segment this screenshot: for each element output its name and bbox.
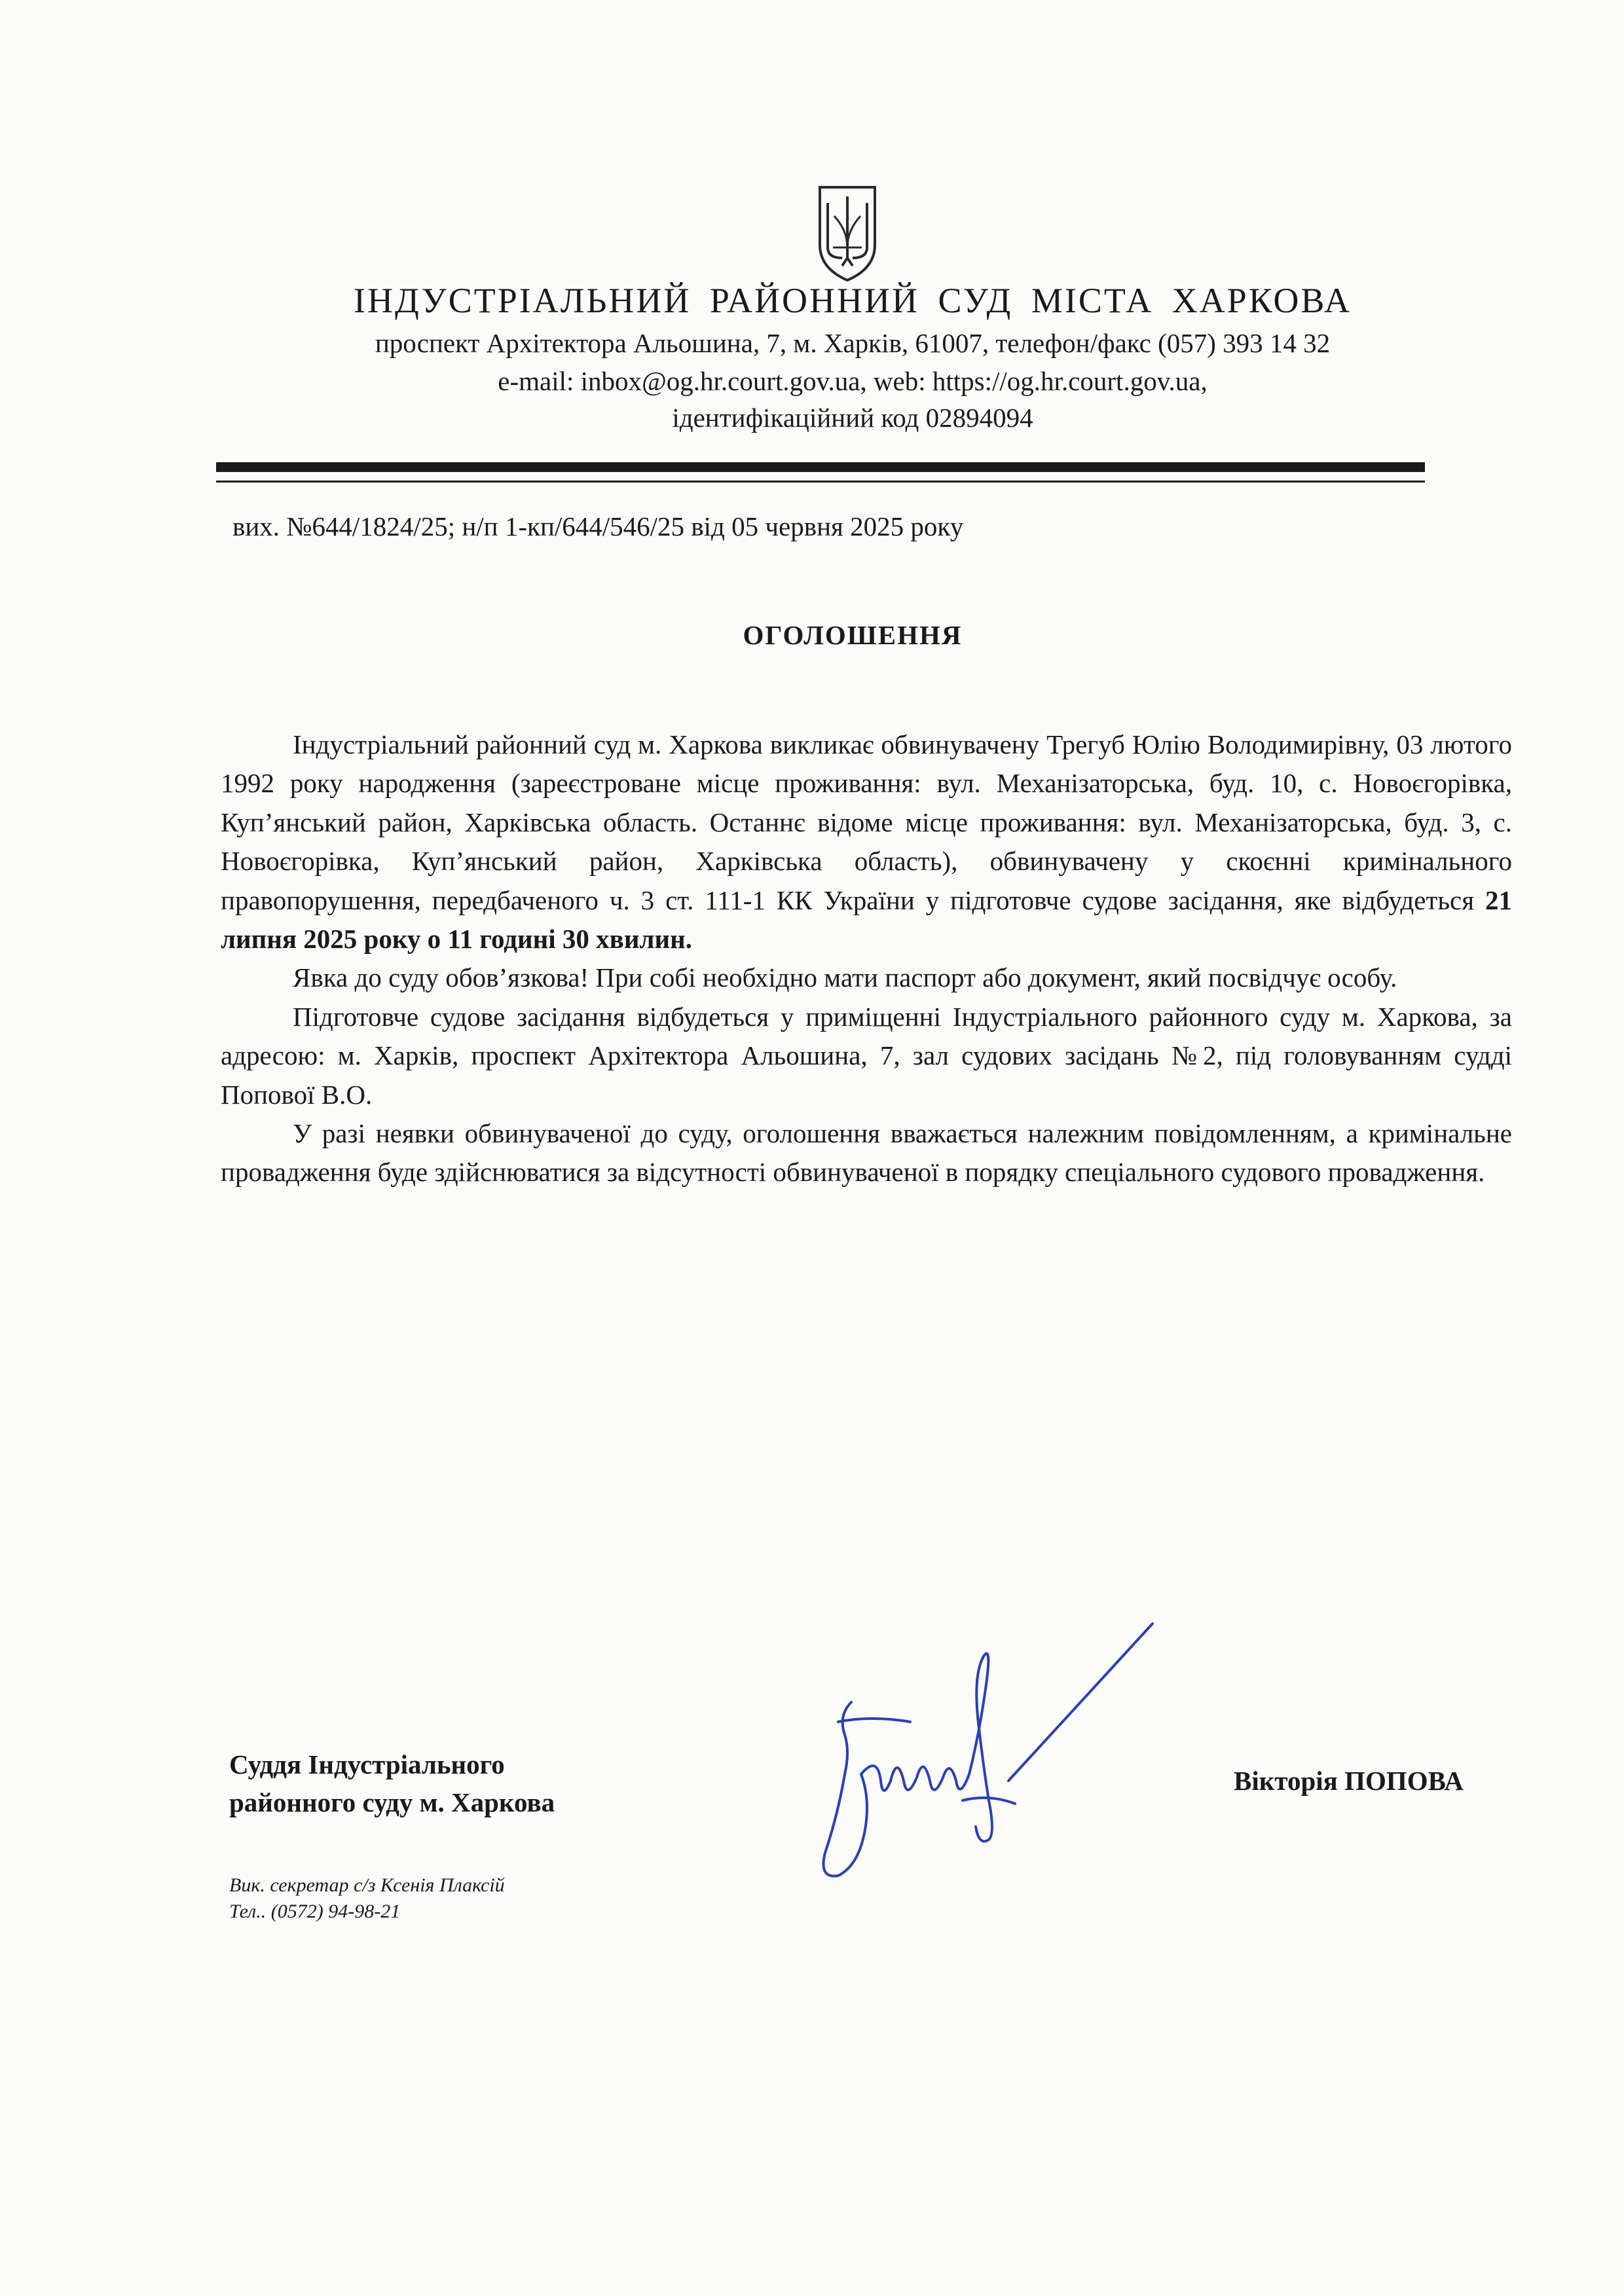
court-name: ІНДУСТРІАЛЬНИЙ РАЙОННИЙ СУД МІСТА ХАРКОВА: [354, 281, 1352, 320]
summons-text: Індустріальний районний суд м. Харкова викликає обвинувачену Трегуб Юлію Володимирівну, 03 лютого 1992 року народження (зареєстроване місце проживання: вул. Механізаторська, буд. 10, с. Новоєгорівка, Куп’янський район, Харківська область. Останнє відоме місце проживання: вул. Механізаторська, буд. 3, с. Новоєгорівка, Куп’янський район, Харківська область), обвинувачену у скоєнні кримінального правопорушення, передбаченого ч. 3 ст. 111-1 КК України у підготовче судове засідання, яке відбудеться: [221, 729, 1512, 915]
paragraph-attendance: Явка до суду обов’язкова! При собі необхідно мати паспорт або документ, який посвідчує особу.: [293, 962, 1397, 993]
hearing-datetime: 21 липня 2025 року о 11 годині 30 хвилин.: [221, 884, 1512, 955]
executor-footer: [229, 1872, 505, 1925]
court-contacts: e-mail: inbox@og.hr.court.gov.ua, web: https://og.hr.court.gov.ua,: [498, 366, 1208, 396]
executor-phone: Тел.. (0572) 94-98-21: [229, 1901, 401, 1922]
paragraph-venue: Підготовче судове засідання відбудеться у приміщенні Індустріального районного суду м. Харкова, за адресою: м. Харків, проспект Архітектора Альошина, 7, зал судових засідань №2, під головуванням судді Попової В.О.: [221, 1001, 1512, 1110]
paragraph-absence: У разі неявки обвинуваченої до суду, оголошення вважається належним повідомленням, а кримінальне провадження буде здійснюватися за відсутності обвинуваченої в порядку спеціального судового провадження.: [221, 1118, 1512, 1188]
court-id-code: ідентифікаційний код 02894094: [672, 403, 1033, 433]
executor-name: Вик. секретар с/з Ксенія Плаксій: [229, 1874, 505, 1896]
outgoing-reference: вих. №644/1824/25; н/п 1-кп/644/546/25 від 05 червня 2025 року: [232, 511, 964, 541]
document-heading: ОГОЛОШЕННЯ: [743, 620, 963, 650]
paragraph-summons: [221, 725, 1512, 958]
judge-name: Вікторія ПОПОВА: [1234, 1766, 1464, 1796]
handwritten-signature-icon: [812, 1617, 1166, 1905]
judge-title: [229, 1745, 555, 1821]
judge-title-line-1: Суддя Індустріального: [229, 1749, 505, 1779]
letterhead-divider-thick: [216, 462, 1425, 472]
judge-title-line-2: районного суду м. Харкова: [229, 1787, 555, 1817]
letterhead-divider-thin: [216, 481, 1425, 483]
trident-coat-of-arms-icon: [815, 185, 880, 283]
announcement-body: [221, 725, 1512, 1192]
court-address: проспект Архітектора Альошина, 7, м. Харків, 61007, телефон/факс (057) 393 14 32: [375, 328, 1331, 358]
